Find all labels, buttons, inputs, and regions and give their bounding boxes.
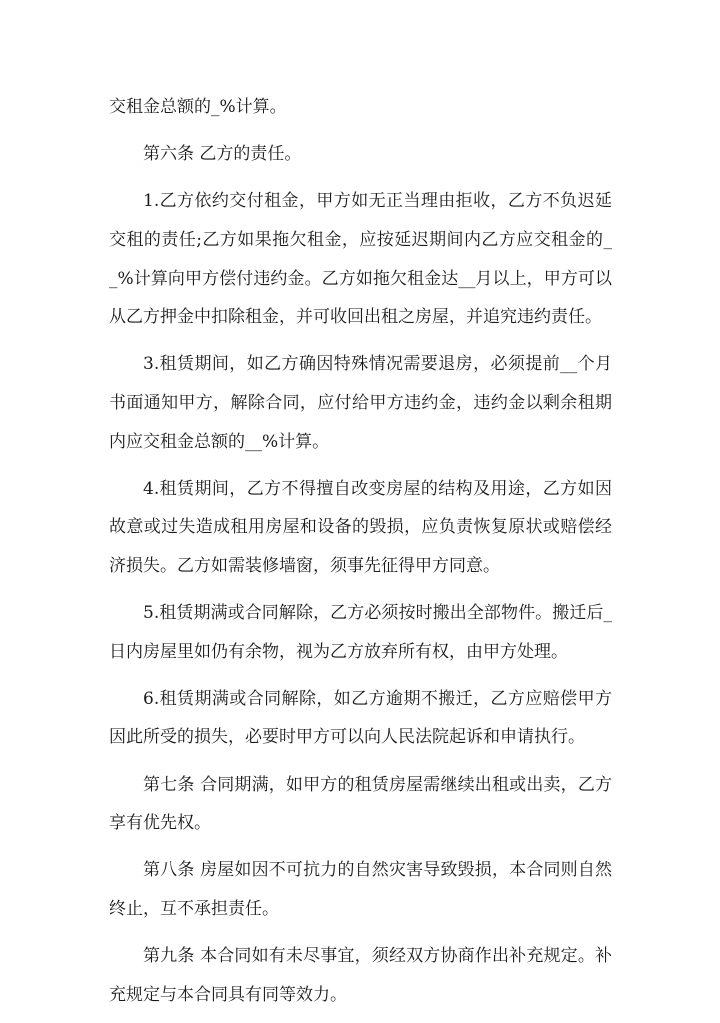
paragraph-article-6-heading: 第六条 乙方的责任。 <box>143 144 302 165</box>
paragraph-article-6-clause-4: 4.租赁期间，乙方不得擅自改变房屋的结构及用途，乙方如因故意或过失造成租用房屋和设备的毁损，应负责恢复原状或赔偿经济损失。乙方如需装修墙窗，须事先征得甲方同意。 <box>109 478 612 576</box>
paragraph-article-6-clause-5: 5.租赁期满或合同解除，乙方必须按时搬出全部物件。搬迁后_日内房屋里如仍有余物，视为乙方放弃所有权，由甲方处理。 <box>109 603 612 662</box>
paragraph-article-8: 第八条 房屋如因不可抗力的自然灾害导致毁损，本合同则自然终止，互不承担责任。 <box>109 860 612 920</box>
paragraph-continuation: 交租金总额的_%计算。 <box>109 97 287 117</box>
paragraph-article-6-clause-3: 3.租赁期间，如乙方确因特殊情况需要退房，必须提前__个月书面通知甲方，解除合同，应付给甲方违约金，违约金以剩余租期内应交租金总额的__%计算。 <box>109 354 612 452</box>
paragraph-article-6-clause-6: 6.租赁期满或合同解除，如乙方逾期不搬迁，乙方应赔偿甲方因此所受的损失，必要时甲方可以向人民法院起诉和申请执行。 <box>109 688 612 748</box>
document-body <box>109 88 612 1023</box>
paragraph-article-9: 第九条 本合同如有未尽事宜，须经双方协商作出补充规定。补充规定与本合同具有同等效力。 <box>109 946 612 1005</box>
paragraph-article-7: 第七条 合同期满，如甲方的租赁房屋需继续出租或出卖，乙方享有优先权。 <box>109 774 612 834</box>
paragraph-article-6-clause-1: 1.乙方依约交付租金，甲方如无正当理由拒收，乙方不负迟延交租的责任;乙方如果拖欠租金，应按延迟期间内乙方应交租金的__%计算向甲方偿付违约金。乙方如拖欠租金达__月以上，甲方可以从乙方押金中扣除租金，并可收回出租之房屋，并追究违约责任。 <box>109 191 612 328</box>
